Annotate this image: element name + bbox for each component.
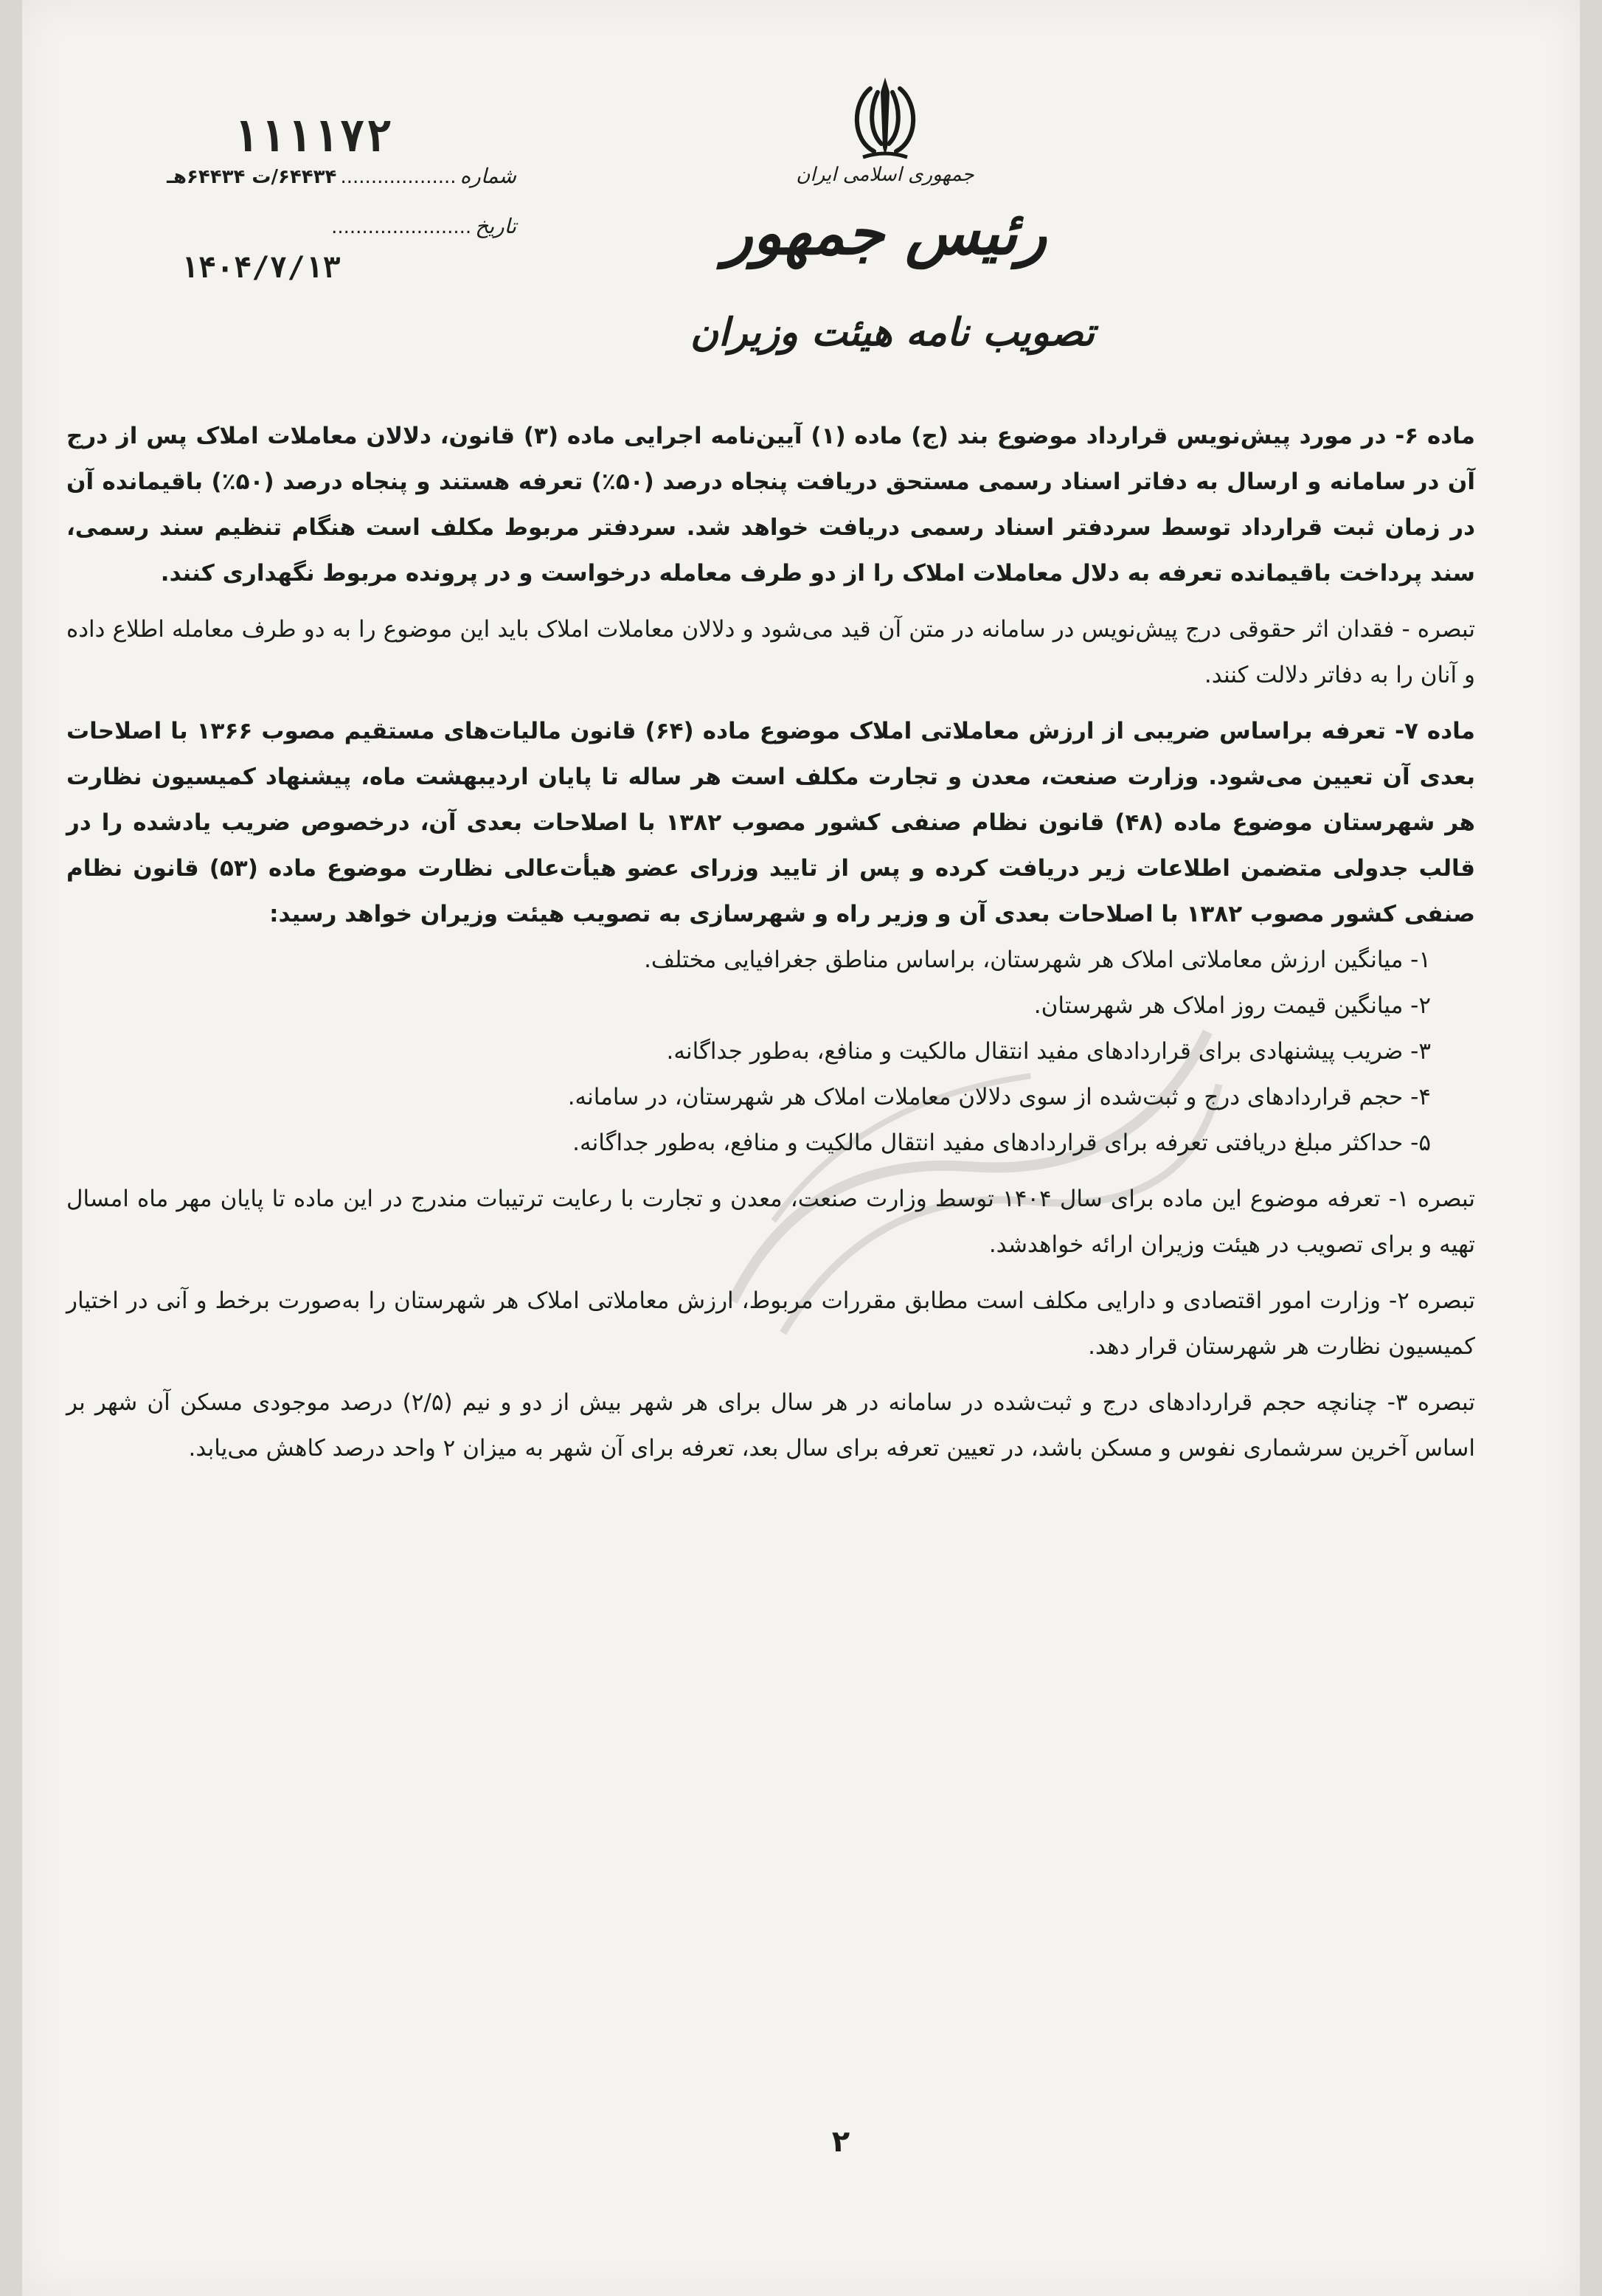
iran-emblem-icon — [841, 70, 929, 166]
date-label: تاریخ — [475, 214, 516, 238]
article-7-item-2: ۲- میانگین قیمت روز املاک هر شهرستان. — [1033, 992, 1431, 1019]
article-7-note-2: تبصره ۲- وزارت امور اقتصادی و دارایی مکلف است مطابق مقررات مربوط، ارزش معاملاتی املاک هر شهرستان را به‌صورت برخط و آنی در اختیار کمیسیون نظارت هر شهرستان قرار دهد. — [66, 1287, 1475, 1360]
document-type-title: تصویب نامه هیئت وزیران — [690, 310, 1095, 355]
country-title: جمهوری اسلامی ایران — [796, 164, 974, 186]
date-dots: ....................... — [331, 216, 472, 238]
date-row — [214, 214, 516, 238]
article-7-item-3: ۳- ضریب پیشنهادی برای قراردادهای مفید انتقال مالکیت و منافع، به‌طور جداگانه. — [666, 1038, 1431, 1065]
article-7: ماده ۷- تعرفه براساس ضریبی از ارزش معاملاتی املاک موضوع ماده (۶۴) قانون مالیات‌های مستقیم مصوب ۱۳۶۶ با اصلاحات بعدی آن تعیین می‌شود. وزارت صنعت، معدن و تجارت مکلف است هر ساله تا پایان اردیبهشت ماه، پیشنهاد کمیسیون نظارت هر شهرستان موضوع ماده (۴۸) قانون نظام صنفی کشور مصوب ۱۳۸۲ با اصلاحات بعدی آن، درخصوص ضریب یادشده را در قالب جدولی متضمن اطلاعات زیر دریافت کرده و پس از تایید وزرای عضو هیأت‌عالی نظارت موضوع ماده (۵۳) قانون نظام صنفی کشور مصوب ۱۳۸۲ با اصلاحات بعدی آن و وزیر راه و شهرسازی به تصویب هیئت وزیران خواهد رسید: — [66, 718, 1475, 927]
number-value: ۶۴۴۳۴/ت ۶۴۴۳۴هـ — [167, 166, 337, 188]
date-value: ۱۴۰۴/۷/۱۳ — [181, 251, 341, 285]
number-label: شماره — [460, 164, 516, 188]
article-6: ماده ۶- در مورد پیش‌نویس قرارداد موضوع بند (ج) ماده (۱) آیین‌نامه اجرایی ماده (۳) قانون، دلالان معاملات املاک پس از درج آن در سامانه و ارسال به دفاتر اسناد رسمی مستحق دریافت پنجاه درصد (۵۰٪) تعرفه هستند و پنجاه درصد (۵۰٪) باقیمانده آن در زمان ثبت قرارداد توسط سردفتر اسناد رسمی دریافت خواهد شد. سردفتر مربوط مکلف است هنگام تنظیم سند رسمی، سند پرداخت باقیمانده تعرفه به دلال معاملات املاک را از دو طرف معامله درخواست و در پرونده مربوط نگهداری کنند. — [66, 423, 1476, 587]
article-7-item-5: ۵- حداکثر مبلغ دریافتی تعرفه برای قراردادهای مفید انتقال مالکیت و منافع، به‌طور جداگانه. — [572, 1130, 1431, 1156]
document-page — [22, 0, 1580, 2296]
article-6-note: تبصره - فقدان اثر حقوقی درج پیش‌نویس در سامانه در متن آن قید می‌شود و دلالان معاملات املاک باید این موضوع را به دو طرف معامله اطلاع داده و آنان را به دفاتر دلالت کنند. — [66, 616, 1475, 688]
article-7-item-4: ۴- حجم قراردادهای درج و ثبت‌شده از سوی دلالان معاملات املاک هر شهرستان، در سامانه. — [567, 1084, 1431, 1110]
number-dots: ................... — [340, 166, 457, 188]
article-7-note-1: تبصره ۱- تعرفه موضوع این ماده برای سال ۱۴۰۴ توسط وزارت صنعت، معدن و تجارت با رعایت ترتیبات مندرج در این ماده تا پایان مهر ماه امسال تهیه و برای تصویب در هیئت وزیران ارائه خواهدشد. — [66, 1186, 1475, 1258]
number-row — [148, 164, 516, 188]
article-7-note-3: تبصره ۳- چنانچه حجم قراردادهای درج و ثبت‌شده در سامانه در هر سال برای هر شهر بیش از دو و نیم (۲/۵) درصد موجودی مسکن آن شهر بر اساس آخرین سرشماری نفوس و مسکن باشد، در تعیین تعرفه برای سال بعد، تعرفه برای آن شهر به میزان ۲ واحد درصد کاهش می‌یابد. — [66, 1389, 1475, 1462]
article-7-item-1: ۱- میانگین ارزش معاملاتی املاک هر شهرستان، براساس مناطق جغرافیایی مختلف. — [644, 947, 1431, 973]
page-number: ۲ — [831, 2125, 850, 2159]
office-title: رئیس جمهور — [723, 198, 1047, 269]
handwritten-number: ۱۱۱۱۷۲ — [232, 111, 392, 162]
document-body — [66, 413, 1475, 1471]
